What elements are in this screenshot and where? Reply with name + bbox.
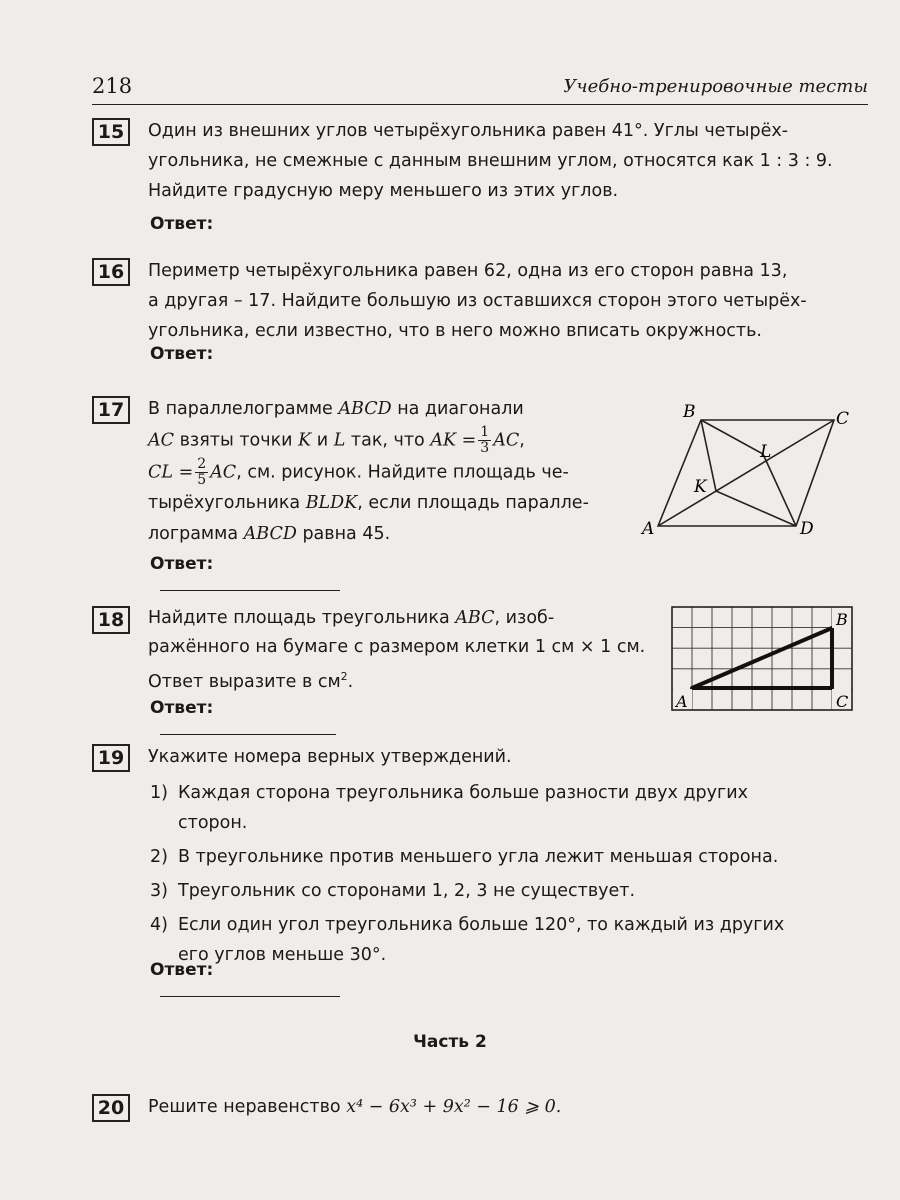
text-line: Каждая сторона треугольника больше разности двух других — [178, 783, 748, 803]
text: , если площадь паралле- — [357, 493, 589, 513]
task-text: В параллелограмме ABCD на диагонали AC взяты точки K и L так, что AK = $\frac{1}{3}$ AC, CL = $\frac{2}{5}$ AC, см. рисунок. Найдите площадь че- тырёхугольника BLDK, если площадь паралле- лограмма ABCD равна 45. — [148, 399, 589, 544]
segment-ld — [763, 454, 796, 526]
answer-label: Ответ: — [150, 554, 214, 574]
inequality-formula: x⁴ − 6x³ + 9x² − 16 ⩾ 0. — [346, 1097, 562, 1117]
math-abcd: ABCD — [243, 524, 297, 544]
task-number: 18 — [92, 606, 130, 634]
math-ac: AC — [148, 430, 175, 451]
text: тырёхугольника — [148, 493, 301, 513]
task-number: 15 — [92, 118, 130, 146]
text: Найдите площадь треугольника — [148, 608, 450, 628]
task-text — [148, 604, 668, 697]
task-number: 16 — [92, 258, 130, 286]
frac-num: 2 — [197, 455, 207, 472]
running-title: Учебно-тренировочные тесты — [563, 76, 868, 97]
segment-bl — [701, 420, 763, 454]
task-text — [148, 116, 900, 206]
text-line: Если один угол треугольника больше 120°, то каждый из других — [178, 915, 785, 935]
text-line: угольника, если известно, что в него можно вписать окружность. — [148, 321, 762, 341]
frac-den: 5 — [197, 471, 207, 488]
task-text — [148, 256, 900, 346]
label-b: B — [683, 402, 696, 422]
label-c: C — [836, 409, 850, 429]
text: . — [347, 671, 354, 692]
text: лограмма — [148, 524, 239, 544]
math-ac: AC — [493, 430, 520, 451]
answer-label: Ответ: — [150, 214, 214, 234]
label-a: A — [676, 692, 688, 711]
item-number: 1) — [150, 783, 168, 803]
math-l: L — [333, 430, 346, 451]
text-line: Периметр четырёхугольника равен 62, одна из его сторон равна 13, — [148, 261, 788, 281]
text: Решите неравенство — [148, 1097, 341, 1117]
answer-field[interactable] — [150, 960, 340, 1002]
frac-num: 1 — [480, 424, 490, 440]
text-line: Найдите градусную меру меньшего из этих углов. — [148, 181, 619, 201]
answer-field[interactable] — [150, 214, 213, 234]
text-line: ражённого на бумаге с размером клетки 1 см × 1 см. — [148, 637, 646, 657]
text-line: Треугольник со сторонами 1, 2, 3 не существует. — [178, 881, 636, 901]
statement-1 — [150, 778, 870, 838]
task-intro: Укажите номера верных утверждений. — [148, 747, 512, 767]
parallelogram-figure — [636, 400, 866, 540]
label-d: D — [800, 519, 814, 539]
math-bldk: BLDK — [305, 493, 358, 513]
part-2-title: Часть 2 — [413, 1032, 487, 1052]
text: В параллелограмме — [148, 399, 333, 419]
math-cl: CL = — [148, 462, 194, 482]
label-a: A — [642, 519, 655, 539]
segment-kd — [716, 491, 796, 526]
text-line: Один из внешних углов четырёхугольника равен 41°. Углы четырёх- — [148, 121, 789, 141]
task-number: 19 — [92, 744, 130, 772]
item-number: 4) — [150, 915, 168, 935]
math-k: K — [298, 430, 312, 451]
math-abcd: ABCD — [338, 399, 392, 419]
answer-line[interactable] — [160, 980, 340, 997]
item-number: 2) — [150, 847, 168, 867]
task-number: 17 — [92, 396, 130, 424]
statement-2 — [150, 842, 870, 872]
fraction-two-fifths — [195, 457, 208, 488]
label-b: B — [836, 610, 848, 629]
page-header — [92, 74, 868, 105]
answer-field[interactable] — [150, 554, 340, 596]
label-c: C — [836, 692, 849, 711]
text: , изоб- — [494, 608, 555, 628]
answer-label: Ответ: — [150, 960, 214, 980]
statement-list — [150, 778, 870, 970]
superscript: 2 — [340, 670, 348, 683]
text: , см. рисунок. Найдите площадь че- — [236, 462, 569, 482]
text-line: а другая – 17. Найдите большую из оставшихся сторон этого четырёх- — [148, 291, 807, 311]
text-line: угольника, не смежные с данным внешним углом, относятся как 1 : 3 : 9. — [148, 151, 833, 171]
text: и — [316, 430, 329, 451]
math-ac: AC — [210, 462, 237, 482]
text-line: сторон. — [178, 813, 248, 833]
page-number: 218 — [92, 74, 133, 98]
label-l: L — [760, 442, 772, 462]
math-ak: AK = — [430, 430, 477, 451]
statement-3 — [150, 876, 870, 906]
answer-label: Ответ: — [150, 698, 214, 718]
grid-triangle-figure — [666, 604, 866, 714]
text-line: В треугольнике против меньшего угла лежит меньшая сторона. — [178, 847, 779, 867]
frac-den: 3 — [480, 440, 490, 456]
text: взяты точки — [179, 430, 293, 451]
label-k: K — [694, 477, 707, 497]
text: равна 45. — [302, 524, 391, 544]
math-abc: ABC — [455, 608, 495, 628]
item-number: 3) — [150, 881, 168, 901]
diagonal-ac — [658, 420, 834, 526]
answer-line[interactable] — [160, 718, 336, 735]
text: на диагонали — [397, 399, 524, 419]
triangle-abc — [692, 628, 832, 688]
answer-field[interactable] — [150, 344, 213, 364]
text: Ответ выразите в см — [148, 671, 341, 692]
task-number: 20 — [92, 1094, 130, 1122]
text-line: его углов меньше 30°. — [178, 945, 387, 965]
answer-line[interactable] — [160, 574, 340, 591]
task-text — [148, 1092, 900, 1122]
answer-field[interactable] — [150, 698, 336, 740]
text: так, что — [350, 430, 425, 451]
fraction-one-third — [478, 425, 491, 456]
answer-label: Ответ: — [150, 344, 214, 364]
